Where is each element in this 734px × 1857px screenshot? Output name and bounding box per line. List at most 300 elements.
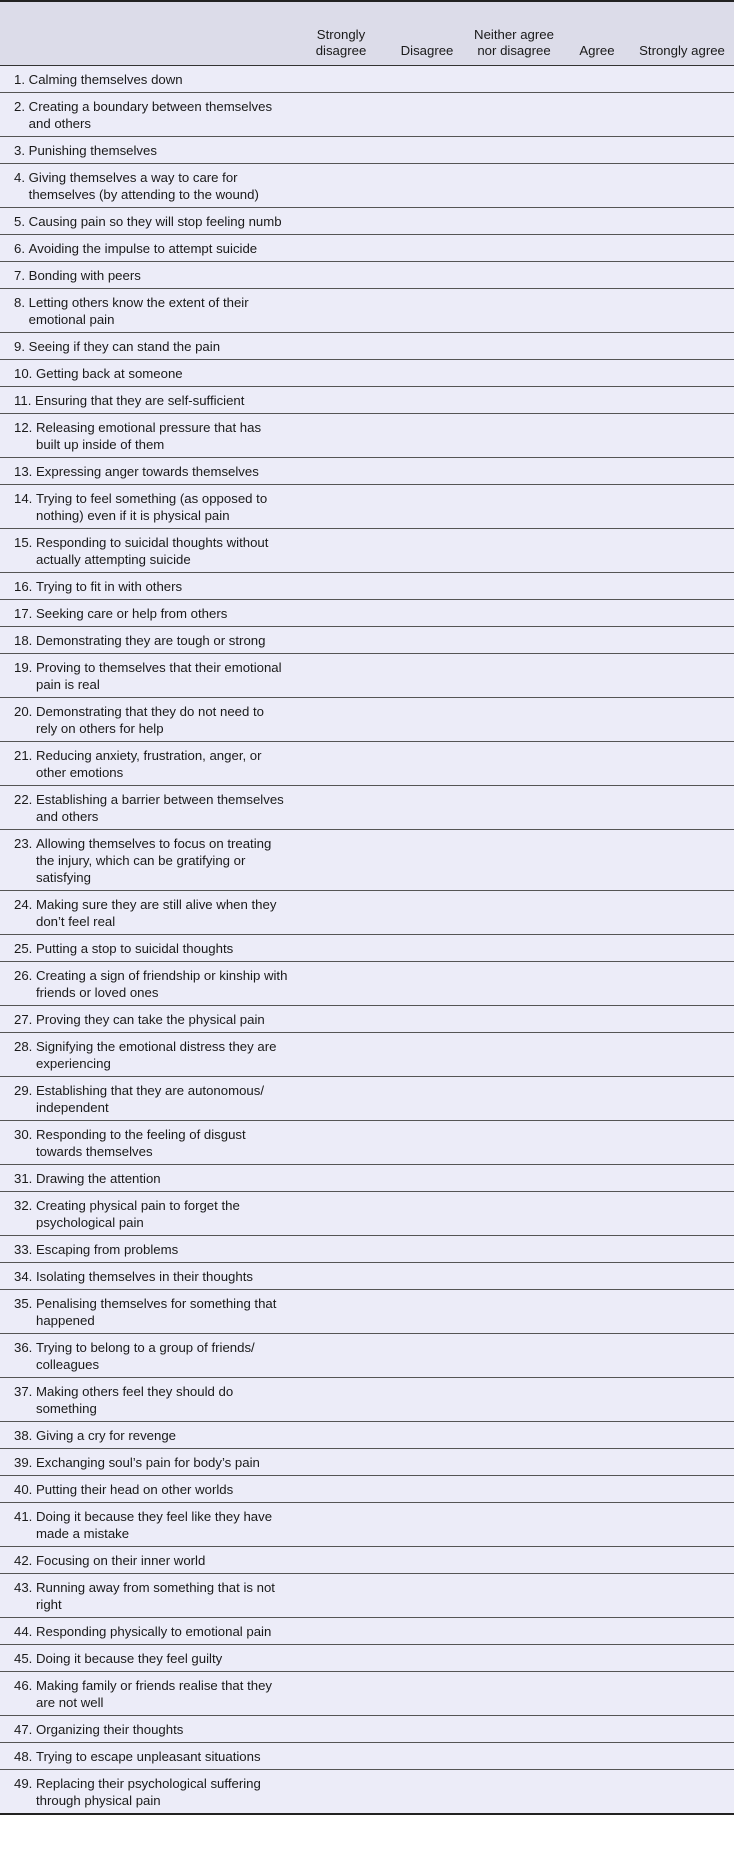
table-row bbox=[0, 742, 734, 786]
response-cell-strongly-agree[interactable] bbox=[630, 262, 734, 288]
response-cell-disagree[interactable] bbox=[390, 1192, 464, 1235]
response-cell-agree[interactable] bbox=[564, 1574, 630, 1617]
item-statement bbox=[0, 137, 292, 163]
response-cell-strongly-agree[interactable] bbox=[630, 1716, 734, 1742]
response-cell-neither[interactable] bbox=[464, 1263, 564, 1289]
response-cell-neither[interactable] bbox=[464, 627, 564, 653]
response-cell-neither[interactable] bbox=[464, 1236, 564, 1262]
response-cell-strongly-agree[interactable] bbox=[630, 600, 734, 626]
item-statement bbox=[0, 164, 292, 207]
response-cell-strongly-agree[interactable] bbox=[630, 414, 734, 457]
response-cell-agree[interactable] bbox=[564, 600, 630, 626]
response-cell-disagree[interactable] bbox=[390, 414, 464, 457]
item-number: 47. bbox=[14, 1721, 36, 1737]
response-cell-strongly-agree[interactable] bbox=[630, 208, 734, 234]
response-cell-agree[interactable] bbox=[564, 1077, 630, 1120]
response-cell-strongly-disagree[interactable] bbox=[292, 1006, 390, 1032]
response-cell-strongly-agree[interactable] bbox=[630, 1743, 734, 1769]
response-cell-strongly-agree[interactable] bbox=[630, 1422, 734, 1448]
response-cell-neither[interactable] bbox=[464, 573, 564, 599]
response-cell-strongly-disagree[interactable] bbox=[292, 137, 390, 163]
item-statement bbox=[0, 1503, 292, 1546]
item-number: 33. bbox=[14, 1241, 36, 1257]
response-cell-strongly-disagree[interactable] bbox=[292, 1547, 390, 1573]
response-cell-strongly-agree[interactable] bbox=[630, 1334, 734, 1377]
response-cell-disagree[interactable] bbox=[390, 1618, 464, 1644]
response-cell-neither[interactable] bbox=[464, 742, 564, 785]
response-cell-disagree[interactable] bbox=[390, 1743, 464, 1769]
response-cell-neither[interactable] bbox=[464, 360, 564, 386]
response-cell-strongly-disagree[interactable] bbox=[292, 164, 390, 207]
response-cell-strongly-disagree[interactable] bbox=[292, 1290, 390, 1333]
response-cell-disagree[interactable] bbox=[390, 1476, 464, 1502]
response-cell-strongly-agree[interactable] bbox=[630, 360, 734, 386]
response-cell-strongly-disagree[interactable] bbox=[292, 1645, 390, 1671]
item-number: 31. bbox=[14, 1170, 36, 1186]
response-cell-disagree[interactable] bbox=[390, 1503, 464, 1546]
response-cell-strongly-agree[interactable] bbox=[630, 627, 734, 653]
item-number: 19. bbox=[14, 659, 36, 675]
response-cell-disagree[interactable] bbox=[390, 93, 464, 136]
response-cell-neither[interactable] bbox=[464, 1645, 564, 1671]
response-cell-strongly-disagree[interactable] bbox=[292, 485, 390, 528]
item-statement bbox=[0, 1378, 292, 1421]
response-cell-strongly-agree[interactable] bbox=[630, 1503, 734, 1546]
response-cell-strongly-agree[interactable] bbox=[630, 1449, 734, 1475]
response-cell-neither[interactable] bbox=[464, 830, 564, 890]
response-cell-neither[interactable] bbox=[464, 485, 564, 528]
response-cell-disagree[interactable] bbox=[390, 698, 464, 741]
response-cell-strongly-disagree[interactable] bbox=[292, 1449, 390, 1475]
response-cell-strongly-disagree[interactable] bbox=[292, 1077, 390, 1120]
item-number: 5. bbox=[14, 213, 29, 229]
response-cell-strongly-disagree[interactable] bbox=[292, 66, 390, 92]
item-statement bbox=[0, 93, 292, 136]
response-cell-agree[interactable] bbox=[564, 1449, 630, 1475]
table-row bbox=[0, 627, 734, 654]
response-cell-strongly-disagree[interactable] bbox=[292, 1743, 390, 1769]
response-cell-neither[interactable] bbox=[464, 1476, 564, 1502]
response-cell-strongly-agree[interactable] bbox=[630, 962, 734, 1005]
response-cell-strongly-disagree[interactable] bbox=[292, 360, 390, 386]
response-cell-agree[interactable] bbox=[564, 1334, 630, 1377]
response-cell-disagree[interactable] bbox=[390, 1422, 464, 1448]
response-cell-agree[interactable] bbox=[564, 485, 630, 528]
item-text: Creating a boundary between themselves and others bbox=[28, 98, 273, 131]
table-row bbox=[0, 1449, 734, 1476]
response-cell-strongly-disagree[interactable] bbox=[292, 935, 390, 961]
response-cell-agree[interactable] bbox=[564, 1743, 630, 1769]
response-cell-strongly-agree[interactable] bbox=[630, 698, 734, 741]
response-cell-neither[interactable] bbox=[464, 1743, 564, 1769]
response-cell-strongly-disagree[interactable] bbox=[292, 1121, 390, 1164]
response-cell-disagree[interactable] bbox=[390, 1672, 464, 1715]
response-cell-strongly-agree[interactable] bbox=[630, 1077, 734, 1120]
response-cell-strongly-agree[interactable] bbox=[630, 458, 734, 484]
response-cell-disagree[interactable] bbox=[390, 962, 464, 1005]
response-cell-strongly-disagree[interactable] bbox=[292, 1334, 390, 1377]
response-cell-agree[interactable] bbox=[564, 742, 630, 785]
response-cell-neither[interactable] bbox=[464, 1033, 564, 1076]
response-cell-strongly-disagree[interactable] bbox=[292, 333, 390, 359]
response-cell-disagree[interactable] bbox=[390, 654, 464, 697]
response-cell-agree[interactable] bbox=[564, 1033, 630, 1076]
response-cell-agree[interactable] bbox=[564, 1547, 630, 1573]
response-cell-agree[interactable] bbox=[564, 1236, 630, 1262]
item-statement bbox=[0, 1645, 292, 1671]
response-cell-disagree[interactable] bbox=[390, 1006, 464, 1032]
table-row bbox=[0, 1033, 734, 1077]
response-cell-strongly-disagree[interactable] bbox=[292, 1476, 390, 1502]
response-cell-strongly-agree[interactable] bbox=[630, 1476, 734, 1502]
response-cell-neither[interactable] bbox=[464, 66, 564, 92]
response-cell-disagree[interactable] bbox=[390, 387, 464, 413]
item-text: Exchanging soul’s pain for body’s pain bbox=[36, 1454, 260, 1470]
response-cell-strongly-disagree[interactable] bbox=[292, 1192, 390, 1235]
response-cell-agree[interactable] bbox=[564, 1165, 630, 1191]
response-cell-neither[interactable] bbox=[464, 93, 564, 136]
response-cell-neither[interactable] bbox=[464, 387, 564, 413]
response-cell-strongly-disagree[interactable] bbox=[292, 1378, 390, 1421]
response-cell-strongly-agree[interactable] bbox=[630, 1645, 734, 1671]
response-cell-strongly-disagree[interactable] bbox=[292, 262, 390, 288]
response-cell-agree[interactable] bbox=[564, 1422, 630, 1448]
response-cell-agree[interactable] bbox=[564, 414, 630, 457]
response-cell-agree[interactable] bbox=[564, 786, 630, 829]
response-cell-agree[interactable] bbox=[564, 1290, 630, 1333]
item-statement bbox=[0, 1574, 292, 1617]
response-cell-disagree[interactable] bbox=[390, 458, 464, 484]
response-cell-neither[interactable] bbox=[464, 1077, 564, 1120]
response-cell-agree[interactable] bbox=[564, 1770, 630, 1813]
response-cell-agree[interactable] bbox=[564, 137, 630, 163]
response-cell-disagree[interactable] bbox=[390, 1716, 464, 1742]
response-cell-agree[interactable] bbox=[564, 1192, 630, 1235]
response-cell-strongly-agree[interactable] bbox=[630, 742, 734, 785]
table-row bbox=[0, 1574, 734, 1618]
response-cell-agree[interactable] bbox=[564, 962, 630, 1005]
response-cell-neither[interactable] bbox=[464, 1165, 564, 1191]
response-cell-agree[interactable] bbox=[564, 458, 630, 484]
response-cell-neither[interactable] bbox=[464, 1716, 564, 1742]
response-cell-strongly-agree[interactable] bbox=[630, 93, 734, 136]
response-cell-disagree[interactable] bbox=[390, 1121, 464, 1164]
response-cell-strongly-disagree[interactable] bbox=[292, 1770, 390, 1813]
response-cell-neither[interactable] bbox=[464, 235, 564, 261]
response-cell-neither[interactable] bbox=[464, 262, 564, 288]
response-cell-agree[interactable] bbox=[564, 164, 630, 207]
item-statement bbox=[0, 289, 292, 332]
response-cell-disagree[interactable] bbox=[390, 627, 464, 653]
item-number: 14. bbox=[14, 490, 36, 506]
response-cell-agree[interactable] bbox=[564, 93, 630, 136]
item-number: 45. bbox=[14, 1650, 36, 1666]
response-cell-strongly-agree[interactable] bbox=[630, 1547, 734, 1573]
response-cell-strongly-disagree[interactable] bbox=[292, 289, 390, 332]
response-cell-neither[interactable] bbox=[464, 1449, 564, 1475]
response-cell-strongly-agree[interactable] bbox=[630, 1574, 734, 1617]
response-cell-neither[interactable] bbox=[464, 891, 564, 934]
response-cell-disagree[interactable] bbox=[390, 1770, 464, 1813]
response-cell-neither[interactable] bbox=[464, 1290, 564, 1333]
response-cell-disagree[interactable] bbox=[390, 830, 464, 890]
item-text: Escaping from problems bbox=[36, 1241, 179, 1257]
response-cell-neither[interactable] bbox=[464, 1574, 564, 1617]
response-cell-strongly-agree[interactable] bbox=[630, 1770, 734, 1813]
response-cell-neither[interactable] bbox=[464, 1503, 564, 1546]
item-number: 3. bbox=[14, 142, 29, 158]
response-cell-neither[interactable] bbox=[464, 137, 564, 163]
response-cell-agree[interactable] bbox=[564, 387, 630, 413]
response-cell-disagree[interactable] bbox=[390, 1378, 464, 1421]
response-cell-agree[interactable] bbox=[564, 333, 630, 359]
response-cell-strongly-disagree[interactable] bbox=[292, 698, 390, 741]
response-cell-neither[interactable] bbox=[464, 1192, 564, 1235]
response-cell-disagree[interactable] bbox=[390, 66, 464, 92]
response-cell-agree[interactable] bbox=[564, 529, 630, 572]
response-cell-disagree[interactable] bbox=[390, 289, 464, 332]
response-cell-agree[interactable] bbox=[564, 1618, 630, 1644]
response-cell-disagree[interactable] bbox=[390, 1645, 464, 1671]
table-row bbox=[0, 962, 734, 1006]
response-cell-strongly-agree[interactable] bbox=[630, 891, 734, 934]
response-cell-agree[interactable] bbox=[564, 262, 630, 288]
response-cell-disagree[interactable] bbox=[390, 1165, 464, 1191]
response-cell-disagree[interactable] bbox=[390, 786, 464, 829]
response-cell-agree[interactable] bbox=[564, 627, 630, 653]
response-cell-agree[interactable] bbox=[564, 1672, 630, 1715]
response-cell-neither[interactable] bbox=[464, 786, 564, 829]
item-text: Giving a cry for revenge bbox=[36, 1427, 176, 1443]
response-cell-neither[interactable] bbox=[464, 1334, 564, 1377]
response-cell-strongly-agree[interactable] bbox=[630, 235, 734, 261]
response-cell-strongly-disagree[interactable] bbox=[292, 742, 390, 785]
item-number: 46. bbox=[14, 1677, 36, 1693]
response-cell-neither[interactable] bbox=[464, 1547, 564, 1573]
response-cell-strongly-disagree[interactable] bbox=[292, 1263, 390, 1289]
response-cell-strongly-agree[interactable] bbox=[630, 573, 734, 599]
response-cell-strongly-agree[interactable] bbox=[630, 485, 734, 528]
response-cell-strongly-disagree[interactable] bbox=[292, 1422, 390, 1448]
response-cell-neither[interactable] bbox=[464, 654, 564, 697]
response-cell-agree[interactable] bbox=[564, 1503, 630, 1546]
response-cell-neither[interactable] bbox=[464, 164, 564, 207]
item-text: Signifying the emotional distress they are experiencing bbox=[36, 1038, 277, 1071]
response-cell-disagree[interactable] bbox=[390, 360, 464, 386]
item-number: 12. bbox=[14, 419, 36, 435]
response-cell-neither[interactable] bbox=[464, 600, 564, 626]
response-cell-agree[interactable] bbox=[564, 1263, 630, 1289]
response-cell-agree[interactable] bbox=[564, 360, 630, 386]
response-cell-strongly-disagree[interactable] bbox=[292, 600, 390, 626]
response-cell-strongly-disagree[interactable] bbox=[292, 627, 390, 653]
item-text: Giving themselves a way to care for themselves (by attending to the wound) bbox=[28, 169, 259, 202]
response-cell-neither[interactable] bbox=[464, 1006, 564, 1032]
response-cell-disagree[interactable] bbox=[390, 1290, 464, 1333]
response-cell-neither[interactable] bbox=[464, 1378, 564, 1421]
response-cell-disagree[interactable] bbox=[390, 573, 464, 599]
response-cell-neither[interactable] bbox=[464, 962, 564, 1005]
response-cell-agree[interactable] bbox=[564, 1645, 630, 1671]
response-cell-neither[interactable] bbox=[464, 1121, 564, 1164]
response-cell-strongly-disagree[interactable] bbox=[292, 1618, 390, 1644]
response-cell-strongly-agree[interactable] bbox=[630, 1165, 734, 1191]
response-cell-strongly-disagree[interactable] bbox=[292, 891, 390, 934]
response-cell-disagree[interactable] bbox=[390, 1033, 464, 1076]
response-cell-neither[interactable] bbox=[464, 1618, 564, 1644]
table-row bbox=[0, 1192, 734, 1236]
response-cell-strongly-disagree[interactable] bbox=[292, 654, 390, 697]
response-cell-strongly-agree[interactable] bbox=[630, 289, 734, 332]
response-cell-disagree[interactable] bbox=[390, 208, 464, 234]
response-cell-strongly-agree[interactable] bbox=[630, 1121, 734, 1164]
response-cell-neither[interactable] bbox=[464, 458, 564, 484]
item-number: 16. bbox=[14, 578, 36, 594]
response-cell-agree[interactable] bbox=[564, 235, 630, 261]
response-cell-strongly-disagree[interactable] bbox=[292, 93, 390, 136]
item-text: Doing it because they feel like they have made a mistake bbox=[36, 1508, 273, 1541]
response-cell-agree[interactable] bbox=[564, 654, 630, 697]
response-cell-agree[interactable] bbox=[564, 289, 630, 332]
response-cell-disagree[interactable] bbox=[390, 262, 464, 288]
response-cell-agree[interactable] bbox=[564, 1378, 630, 1421]
response-cell-strongly-disagree[interactable] bbox=[292, 1033, 390, 1076]
header-strongly-disagree: Strongly disagree bbox=[315, 27, 367, 58]
response-cell-agree[interactable] bbox=[564, 208, 630, 234]
response-cell-strongly-disagree[interactable] bbox=[292, 962, 390, 1005]
response-cell-neither[interactable] bbox=[464, 1770, 564, 1813]
response-cell-disagree[interactable] bbox=[390, 891, 464, 934]
response-cell-strongly-agree[interactable] bbox=[630, 1672, 734, 1715]
response-cell-agree[interactable] bbox=[564, 698, 630, 741]
response-cell-strongly-agree[interactable] bbox=[630, 1618, 734, 1644]
item-statement bbox=[0, 891, 292, 934]
response-cell-agree[interactable] bbox=[564, 1006, 630, 1032]
response-cell-strongly-agree[interactable] bbox=[630, 1006, 734, 1032]
response-cell-disagree[interactable] bbox=[390, 935, 464, 961]
response-cell-strongly-disagree[interactable] bbox=[292, 1716, 390, 1742]
response-cell-agree[interactable] bbox=[564, 573, 630, 599]
response-cell-strongly-agree[interactable] bbox=[630, 1290, 734, 1333]
response-cell-agree[interactable] bbox=[564, 66, 630, 92]
response-cell-disagree[interactable] bbox=[390, 485, 464, 528]
item-text: Trying to feel something (as opposed to nothing) even if it is physical pain bbox=[36, 490, 268, 523]
response-cell-disagree[interactable] bbox=[390, 1077, 464, 1120]
response-cell-disagree[interactable] bbox=[390, 1449, 464, 1475]
response-cell-disagree[interactable] bbox=[390, 529, 464, 572]
item-text: Getting back at someone bbox=[36, 365, 183, 381]
response-cell-strongly-disagree[interactable] bbox=[292, 1672, 390, 1715]
response-cell-agree[interactable] bbox=[564, 1121, 630, 1164]
response-cell-strongly-agree[interactable] bbox=[630, 935, 734, 961]
response-cell-agree[interactable] bbox=[564, 1476, 630, 1502]
item-text: Releasing emotional pressure that has built up inside of them bbox=[36, 419, 262, 452]
response-cell-disagree[interactable] bbox=[390, 1334, 464, 1377]
response-cell-neither[interactable] bbox=[464, 333, 564, 359]
response-cell-strongly-disagree[interactable] bbox=[292, 235, 390, 261]
item-number: 38. bbox=[14, 1427, 36, 1443]
item-statement bbox=[0, 1547, 292, 1573]
response-cell-neither[interactable] bbox=[464, 935, 564, 961]
response-cell-strongly-agree[interactable] bbox=[630, 1263, 734, 1289]
item-number: 24. bbox=[14, 896, 36, 912]
item-statement bbox=[0, 830, 292, 890]
response-cell-neither[interactable] bbox=[464, 414, 564, 457]
table-row bbox=[0, 1263, 734, 1290]
response-cell-neither[interactable] bbox=[464, 1672, 564, 1715]
item-number: 17. bbox=[14, 605, 36, 621]
response-cell-disagree[interactable] bbox=[390, 333, 464, 359]
response-cell-strongly-disagree[interactable] bbox=[292, 573, 390, 599]
response-cell-disagree[interactable] bbox=[390, 1263, 464, 1289]
response-cell-strongly-disagree[interactable] bbox=[292, 830, 390, 890]
table-row bbox=[0, 786, 734, 830]
response-cell-strongly-agree[interactable] bbox=[630, 333, 734, 359]
response-cell-strongly-disagree[interactable] bbox=[292, 1236, 390, 1262]
response-cell-strongly-disagree[interactable] bbox=[292, 1503, 390, 1546]
response-cell-strongly-disagree[interactable] bbox=[292, 208, 390, 234]
response-cell-disagree[interactable] bbox=[390, 137, 464, 163]
response-cell-strongly-agree[interactable] bbox=[630, 786, 734, 829]
response-cell-neither[interactable] bbox=[464, 208, 564, 234]
table-row bbox=[0, 360, 734, 387]
table-row bbox=[0, 698, 734, 742]
item-number: 15. bbox=[14, 534, 36, 550]
item-number: 37. bbox=[14, 1383, 36, 1399]
response-cell-agree[interactable] bbox=[564, 830, 630, 890]
response-cell-neither[interactable] bbox=[464, 529, 564, 572]
response-cell-strongly-agree[interactable] bbox=[630, 164, 734, 207]
response-cell-strongly-disagree[interactable] bbox=[292, 414, 390, 457]
response-cell-strongly-agree[interactable] bbox=[630, 1378, 734, 1421]
item-statement bbox=[0, 235, 292, 261]
item-statement bbox=[0, 600, 292, 626]
response-cell-agree[interactable] bbox=[564, 891, 630, 934]
response-cell-disagree[interactable] bbox=[390, 1547, 464, 1573]
response-cell-strongly-agree[interactable] bbox=[630, 66, 734, 92]
response-cell-neither[interactable] bbox=[464, 1422, 564, 1448]
response-cell-strongly-agree[interactable] bbox=[630, 1033, 734, 1076]
response-cell-agree[interactable] bbox=[564, 935, 630, 961]
response-cell-neither[interactable] bbox=[464, 289, 564, 332]
response-cell-disagree[interactable] bbox=[390, 1574, 464, 1617]
response-cell-disagree[interactable] bbox=[390, 600, 464, 626]
response-cell-strongly-disagree[interactable] bbox=[292, 387, 390, 413]
response-cell-disagree[interactable] bbox=[390, 235, 464, 261]
item-statement bbox=[0, 654, 292, 697]
response-cell-disagree[interactable] bbox=[390, 1236, 464, 1262]
response-cell-strongly-disagree[interactable] bbox=[292, 1165, 390, 1191]
response-cell-strongly-disagree[interactable] bbox=[292, 786, 390, 829]
response-cell-strongly-disagree[interactable] bbox=[292, 529, 390, 572]
response-cell-agree[interactable] bbox=[564, 1716, 630, 1742]
response-cell-strongly-agree[interactable] bbox=[630, 387, 734, 413]
response-cell-strongly-agree[interactable] bbox=[630, 1236, 734, 1262]
response-cell-neither[interactable] bbox=[464, 698, 564, 741]
item-number: 34. bbox=[14, 1268, 36, 1284]
response-cell-strongly-disagree[interactable] bbox=[292, 1574, 390, 1617]
item-statement bbox=[0, 1263, 292, 1289]
table-row bbox=[0, 600, 734, 627]
response-cell-strongly-agree[interactable] bbox=[630, 654, 734, 697]
response-cell-strongly-disagree[interactable] bbox=[292, 458, 390, 484]
response-cell-strongly-agree[interactable] bbox=[630, 529, 734, 572]
response-cell-disagree[interactable] bbox=[390, 742, 464, 785]
response-cell-strongly-agree[interactable] bbox=[630, 137, 734, 163]
response-cell-strongly-agree[interactable] bbox=[630, 1192, 734, 1235]
response-cell-strongly-agree[interactable] bbox=[630, 830, 734, 890]
response-cell-disagree[interactable] bbox=[390, 164, 464, 207]
